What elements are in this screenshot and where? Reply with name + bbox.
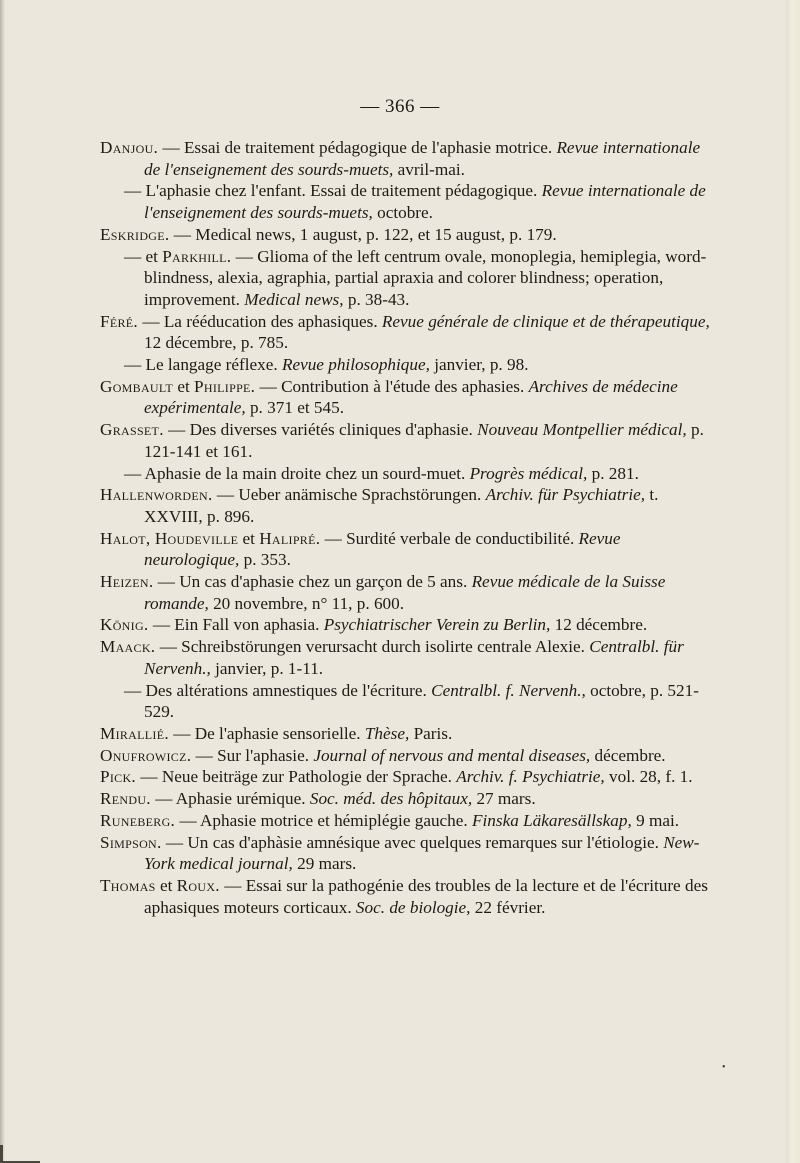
entry-text: t. XXVIII, p. 896. bbox=[144, 485, 659, 526]
bibliography-entry bbox=[100, 810, 720, 832]
entry-text: — Schreibstörungen verursacht durch isolirte centrale Alexie. bbox=[155, 637, 590, 657]
entry-text: Paris. bbox=[409, 723, 453, 743]
entry-author: Heizen. bbox=[100, 572, 154, 592]
bibliography-entry bbox=[100, 311, 720, 354]
entry-author: Mirallié. bbox=[100, 723, 169, 743]
entry-text: p. 281. bbox=[587, 463, 639, 483]
entry-text: — Contribution à l'étude des aphasies. bbox=[255, 376, 529, 396]
entry-author: Thomas bbox=[100, 875, 156, 895]
entry-text: vol. 28, f. 1. bbox=[604, 767, 693, 787]
entry-journal: Centralbl. für Nervenh., bbox=[144, 637, 684, 678]
entry-author: Halot, bbox=[100, 528, 151, 548]
entry-journal: Centralbl. f. Nervenh., bbox=[431, 680, 586, 700]
entry-journal: Journal of nervous and mental diseases, bbox=[313, 745, 591, 765]
bibliography-entry bbox=[100, 680, 720, 723]
bibliography-entry bbox=[100, 180, 720, 223]
entry-journal: Medical news, bbox=[244, 289, 344, 309]
entry-text: p. 38-43. bbox=[343, 289, 410, 309]
bibliography-entry bbox=[100, 484, 720, 527]
entry-text: — Essai sur la pathogénie des troubles de la lecture et de l'écriture des aphasiques moteurs corticaux. bbox=[144, 875, 708, 917]
entry-text: — Le langage réflexe. bbox=[124, 355, 282, 375]
entry-journal: Progrès médical, bbox=[469, 463, 588, 483]
entry-coauthor: Parkhill. bbox=[162, 246, 232, 266]
entry-text: — De l'aphasie sensorielle. bbox=[168, 723, 365, 743]
entry-journal: Soc. de biologie, bbox=[355, 897, 471, 917]
bibliography-entry bbox=[100, 614, 720, 636]
entry-journal: Revue générale de clinique et de thérapeutique, bbox=[381, 311, 710, 331]
entry-author: Rendu. bbox=[100, 789, 151, 809]
bibliography-entry bbox=[100, 723, 720, 745]
entry-journal: Revue internationale de l'enseignement des sourds-muets, bbox=[144, 138, 701, 179]
page-gutter-shadow bbox=[0, 0, 5, 1163]
entry-text: — Aphasie motrice et hémiplégie gauche. bbox=[175, 810, 473, 830]
entry-text: 20 novembre, n° 11, p. 600. bbox=[208, 593, 405, 613]
entry-text: p. 371 et 545. bbox=[245, 398, 344, 418]
entry-text: octobre. bbox=[372, 203, 433, 223]
entry-text: — Neue beiträge zur Pathologie der Sprache. bbox=[136, 767, 457, 787]
bibliography-entry bbox=[100, 636, 720, 679]
bibliography-entry bbox=[100, 528, 720, 571]
entry-journal: Archiv. für Psychiatrie, bbox=[485, 485, 646, 505]
entry-coauthor: Roux. bbox=[176, 875, 220, 895]
entry-text: 9 mai. bbox=[631, 810, 680, 830]
scan-corner-mark bbox=[0, 1145, 40, 1163]
entry-text: — L'aphasie chez l'enfant. Essai de traitement pédagogique. bbox=[124, 181, 542, 201]
entry-journal: Finska Läkaresällskap, bbox=[472, 810, 632, 830]
bibliography-entry bbox=[100, 376, 720, 419]
entry-text: — Surdité verbale de conductibilité. bbox=[320, 528, 579, 548]
entry-text: — Ueber anämische Sprachstörungen. bbox=[212, 485, 486, 505]
entry-text: janvier, p. 98. bbox=[429, 355, 529, 375]
bibliography-entry bbox=[100, 788, 720, 810]
entry-text: octobre, p. 521-529. bbox=[144, 680, 699, 722]
bibliography-entry bbox=[100, 875, 720, 918]
bibliography-entry bbox=[100, 354, 720, 376]
entry-text: — La rééducation des aphasiques. bbox=[138, 311, 382, 331]
entry-text: — Des altérations amnestiques de l'écriture. bbox=[124, 680, 432, 700]
entry-author: Runeberg. bbox=[100, 810, 176, 830]
entry-coauthor: Houdeville bbox=[154, 528, 239, 548]
page-edge bbox=[786, 0, 800, 1163]
entry-text: p. 353. bbox=[239, 550, 291, 570]
entry-text: — Un cas d'aphasie chez un garçon de 5 ans. bbox=[153, 572, 472, 592]
bibliography-entry bbox=[100, 832, 720, 875]
entry-journal: Archiv. f. Psychiatrie, bbox=[456, 767, 605, 787]
entry-journal: Archives de médecine expérimentale, bbox=[144, 376, 678, 418]
entry-author: Eskridge. bbox=[100, 224, 170, 244]
entry-journal: New-York medical journal, bbox=[144, 832, 700, 874]
entry-journal: Soc. méd. des hôpitaux, bbox=[309, 789, 473, 809]
entry-text: — Sur l'aphasie. bbox=[191, 745, 314, 765]
bibliography-list bbox=[100, 137, 720, 918]
entry-text: 22 février. bbox=[470, 897, 546, 917]
entry-author: Maack. bbox=[100, 637, 156, 657]
entry-author: Danjou. bbox=[100, 138, 159, 157]
entry-text: 27 mars. bbox=[472, 789, 536, 809]
entry-text: — Aphasie de la main droite chez un sourd-muet. bbox=[124, 463, 470, 483]
bibliography-entry bbox=[100, 246, 720, 311]
entry-journal: Revue neurologique, bbox=[144, 528, 621, 570]
entry-text: — Aphasie urémique. bbox=[150, 789, 310, 809]
entry-text: — Essai de traitement pédagogique de l'aphasie motrice. bbox=[158, 138, 557, 157]
entry-journal: Thèse, bbox=[364, 723, 410, 743]
entry-coauthor: Halipré. bbox=[259, 528, 321, 548]
entry-author: Hallenworden. bbox=[100, 485, 213, 505]
entry-journal: Psychiatrischer Verein zu Berlin, bbox=[323, 615, 551, 635]
entry-coauthor: Philippe. bbox=[194, 376, 256, 396]
entry-author: Gombault bbox=[100, 376, 174, 396]
bibliography-entry bbox=[100, 571, 720, 614]
entry-text: 12 décembre. bbox=[550, 615, 648, 635]
ink-speck: • bbox=[722, 1062, 726, 1073]
entry-text: — Un cas d'aphàsie amnésique avec quelques remarques sur l'étiologie. bbox=[161, 832, 664, 852]
bibliography-entry bbox=[100, 419, 720, 462]
bibliography-entry bbox=[100, 766, 720, 788]
entry-author: Grasset. bbox=[100, 420, 164, 440]
entry-text: 29 mars. bbox=[292, 854, 357, 874]
entry-journal: Nouveau Montpellier médical, bbox=[477, 420, 687, 440]
entry-text: — Medical news, 1 august, p. 122, et 15 august, p. 179. bbox=[169, 224, 557, 244]
entry-text: avril-mai. bbox=[393, 159, 465, 179]
entry-text: p. 121-141 et 161. bbox=[144, 420, 704, 461]
entry-text: — Des diverses variétés cliniques d'aphasie. bbox=[163, 420, 478, 440]
entry-text: et bbox=[155, 875, 177, 895]
entry-text: — et bbox=[124, 246, 163, 266]
bibliography-entry bbox=[100, 137, 720, 180]
entry-author: Féré. bbox=[100, 311, 139, 331]
bibliography-entry bbox=[100, 463, 720, 485]
entry-journal: Revue philosophique, bbox=[281, 355, 430, 375]
entry-text: 12 décembre, p. 785. bbox=[144, 333, 289, 353]
entry-author: Onufrowicz. bbox=[100, 745, 192, 765]
entry-journal: Revue internationale de l'enseignement des sourds-muets, bbox=[144, 181, 706, 223]
entry-author: König. bbox=[100, 615, 149, 635]
bibliography-entry bbox=[100, 745, 720, 767]
entry-text: janvier, p. 1-11. bbox=[210, 658, 324, 678]
entry-text: — Glioma of the left centrum ovale, monoplegia, hemiplegia, word-blindness, alexia, agraphia, partial apraxia and colorer blindness; operation, improvement. bbox=[144, 246, 707, 309]
entry-text: décembre. bbox=[590, 745, 666, 765]
page-number: — 366 — bbox=[360, 96, 440, 117]
entry-author: Pick. bbox=[100, 767, 137, 787]
entry-text: et bbox=[173, 376, 195, 396]
entry-author: Simpson. bbox=[100, 832, 162, 852]
entry-text: — Ein Fall von aphasia. bbox=[148, 615, 324, 635]
entry-text: et bbox=[238, 528, 260, 548]
entry-journal: Revue médicale de la Suisse romande, bbox=[144, 572, 666, 613]
bibliography-entry bbox=[100, 224, 720, 246]
